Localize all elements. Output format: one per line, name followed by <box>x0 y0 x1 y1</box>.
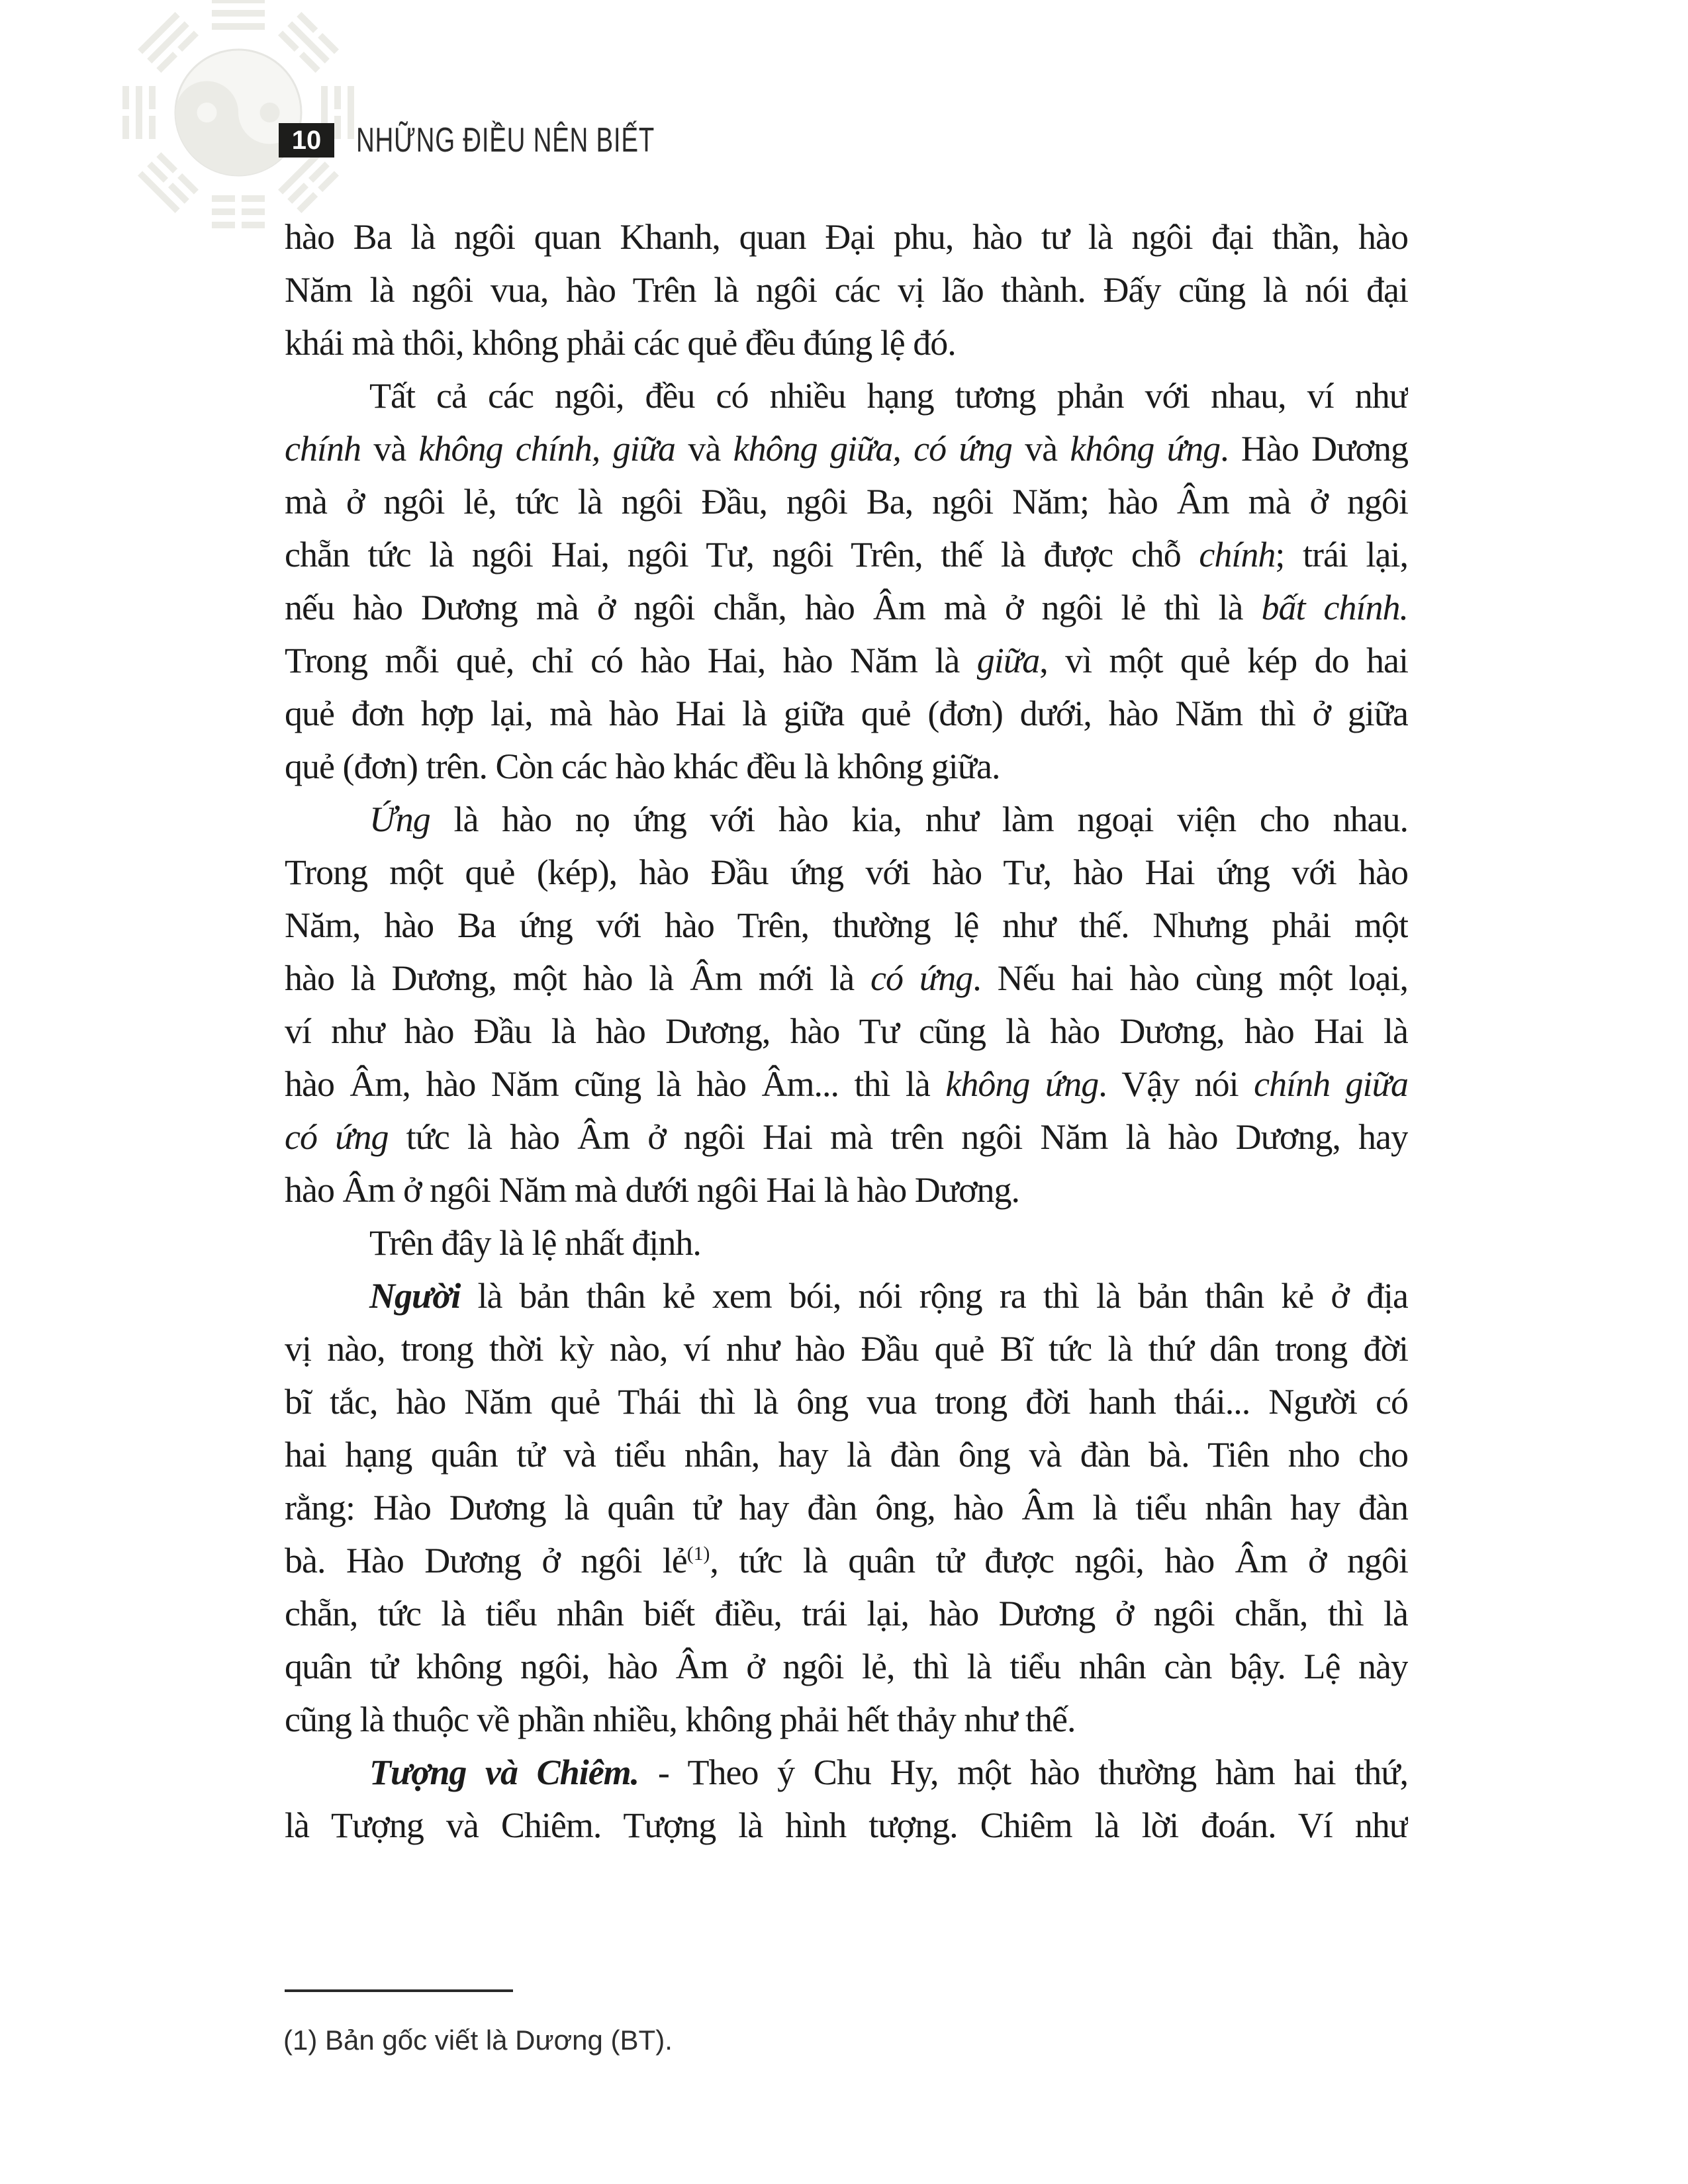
body-text <box>285 210 1408 1852</box>
running-header-title: NHỮNG ĐIỀU NÊN BIẾT <box>356 121 655 159</box>
text-line: hào Âm, hào Năm cũng là hào Âm... thì là không ứng. Vậy nói chính giữa <box>285 1064 1408 1104</box>
text-line: quẻ đơn hợp lại, mà hào Hai là giữa quẻ (đơn) dưới, hào Năm thì ở giữa <box>285 694 1408 733</box>
text-line: Trong một quẻ (kép), hào Đầu ứng với hào Tư, hào Hai ứng với hào <box>285 852 1408 892</box>
page-number-badge <box>279 123 334 158</box>
text-line: ví như hào Đầu là hào Dương, hào Tư cũng là hào Dương, hào Hai là <box>285 1011 1408 1051</box>
text-line: chẵn, tức là tiểu nhân biết điều, trái lại, hào Dương ở ngôi chẵn, thì là <box>285 1594 1408 1633</box>
text-line: Tất cả các ngôi, đều có nhiều hạng tương phản với nhau, ví như <box>369 376 1408 416</box>
text-line: mà ở ngôi lẻ, tức là ngôi Đầu, ngôi Ba, ngôi Năm; hào Âm mà ở ngôi <box>285 482 1408 522</box>
page-number: 10 <box>291 126 322 155</box>
text-line: rằng: Hào Dương là quân tử hay đàn ông, hào Âm là tiểu nhân hay đàn <box>285 1488 1408 1527</box>
text-line: Năm là ngôi vua, hào Trên là ngôi các vị lão thành. Đấy cũng là nói đại <box>285 270 1408 310</box>
text-line: chính và không chính, giữa và không giữa, có ứng và không ứng. Hào Dương <box>285 429 1408 469</box>
text-line: cũng là thuộc về phần nhiều, không phải hết thảy như thế. <box>285 1700 1076 1739</box>
text-line: là Tượng và Chiêm. Tượng là hình tượng. Chiêm là lời đoán. Ví như <box>285 1805 1408 1845</box>
text-line: quẻ (đơn) trên. Còn các hào khác đều là không giữa. <box>285 747 1000 786</box>
text-line: hào là Dương, một hào là Âm mới là có ứng. Nếu hai hào cùng một loại, <box>285 958 1408 998</box>
text-line: Trên đây là lệ nhất định. <box>369 1223 701 1263</box>
footnote-text: (1) Bản gốc viết là Dương (BT). <box>283 2025 673 2056</box>
text-line: Năm, hào Ba ứng với hào Trên, thường lệ như thế. Nhưng phải một <box>285 905 1408 945</box>
text-line: Trong mỗi quẻ, chỉ có hào Hai, hào Năm là giữa, vì một quẻ kép do hai <box>285 641 1408 680</box>
text-line: nếu hào Dương mà ở ngôi chẵn, hào Âm mà ở ngôi lẻ thì là bất chính. <box>285 588 1408 627</box>
text-line: khái mà thôi, không phải các quẻ đều đúng lệ đó. <box>285 323 956 363</box>
text-line: Ứng là hào nọ ứng với hào kia, như làm ngoại viện cho nhau. <box>369 799 1408 839</box>
text-line: hào Ba là ngôi quan Khanh, quan Đại phu, hào tư là ngôi đại thần, hào <box>285 217 1408 257</box>
text-line: hai hạng quân tử và tiểu nhân, hay là đàn ông và đàn bà. Tiên nho cho <box>285 1435 1408 1475</box>
footnote-divider <box>285 1989 513 1992</box>
text-line: Người là bản thân kẻ xem bói, nói rộng ra thì là bản thân kẻ ở địa <box>369 1276 1408 1316</box>
text-line: quân tử không ngôi, hào Âm ở ngôi lẻ, thì là tiểu nhân càn bậy. Lệ này <box>285 1647 1408 1686</box>
text-line: có ứng tức là hào Âm ở ngôi Hai mà trên ngôi Năm là hào Dương, hay <box>285 1117 1408 1157</box>
text-line: bĩ tắc, hào Năm quẻ Thái thì là ông vua trong đời hanh thái... Người có <box>285 1382 1408 1422</box>
text-line: Tượng và Chiêm. - Theo ý Chu Hy, một hào thường hàm hai thứ, <box>369 1752 1408 1792</box>
text-line: hào Âm ở ngôi Năm mà dưới ngôi Hai là hào Dương. <box>285 1170 1020 1210</box>
text-line: vị nào, trong thời kỳ nào, ví như hào Đầu quẻ Bĩ tức là thứ dân trong đời <box>285 1329 1408 1369</box>
text-line: bà. Hào Dương ở ngôi lẻ$^{(1)}$, tức là quân tử được ngôi, hào Âm ở ngôi <box>285 1541 1408 1580</box>
text-line: chẵn tức là ngôi Hai, ngôi Tư, ngôi Trên, thế là được chỗ chính; trái lại, <box>285 535 1408 574</box>
